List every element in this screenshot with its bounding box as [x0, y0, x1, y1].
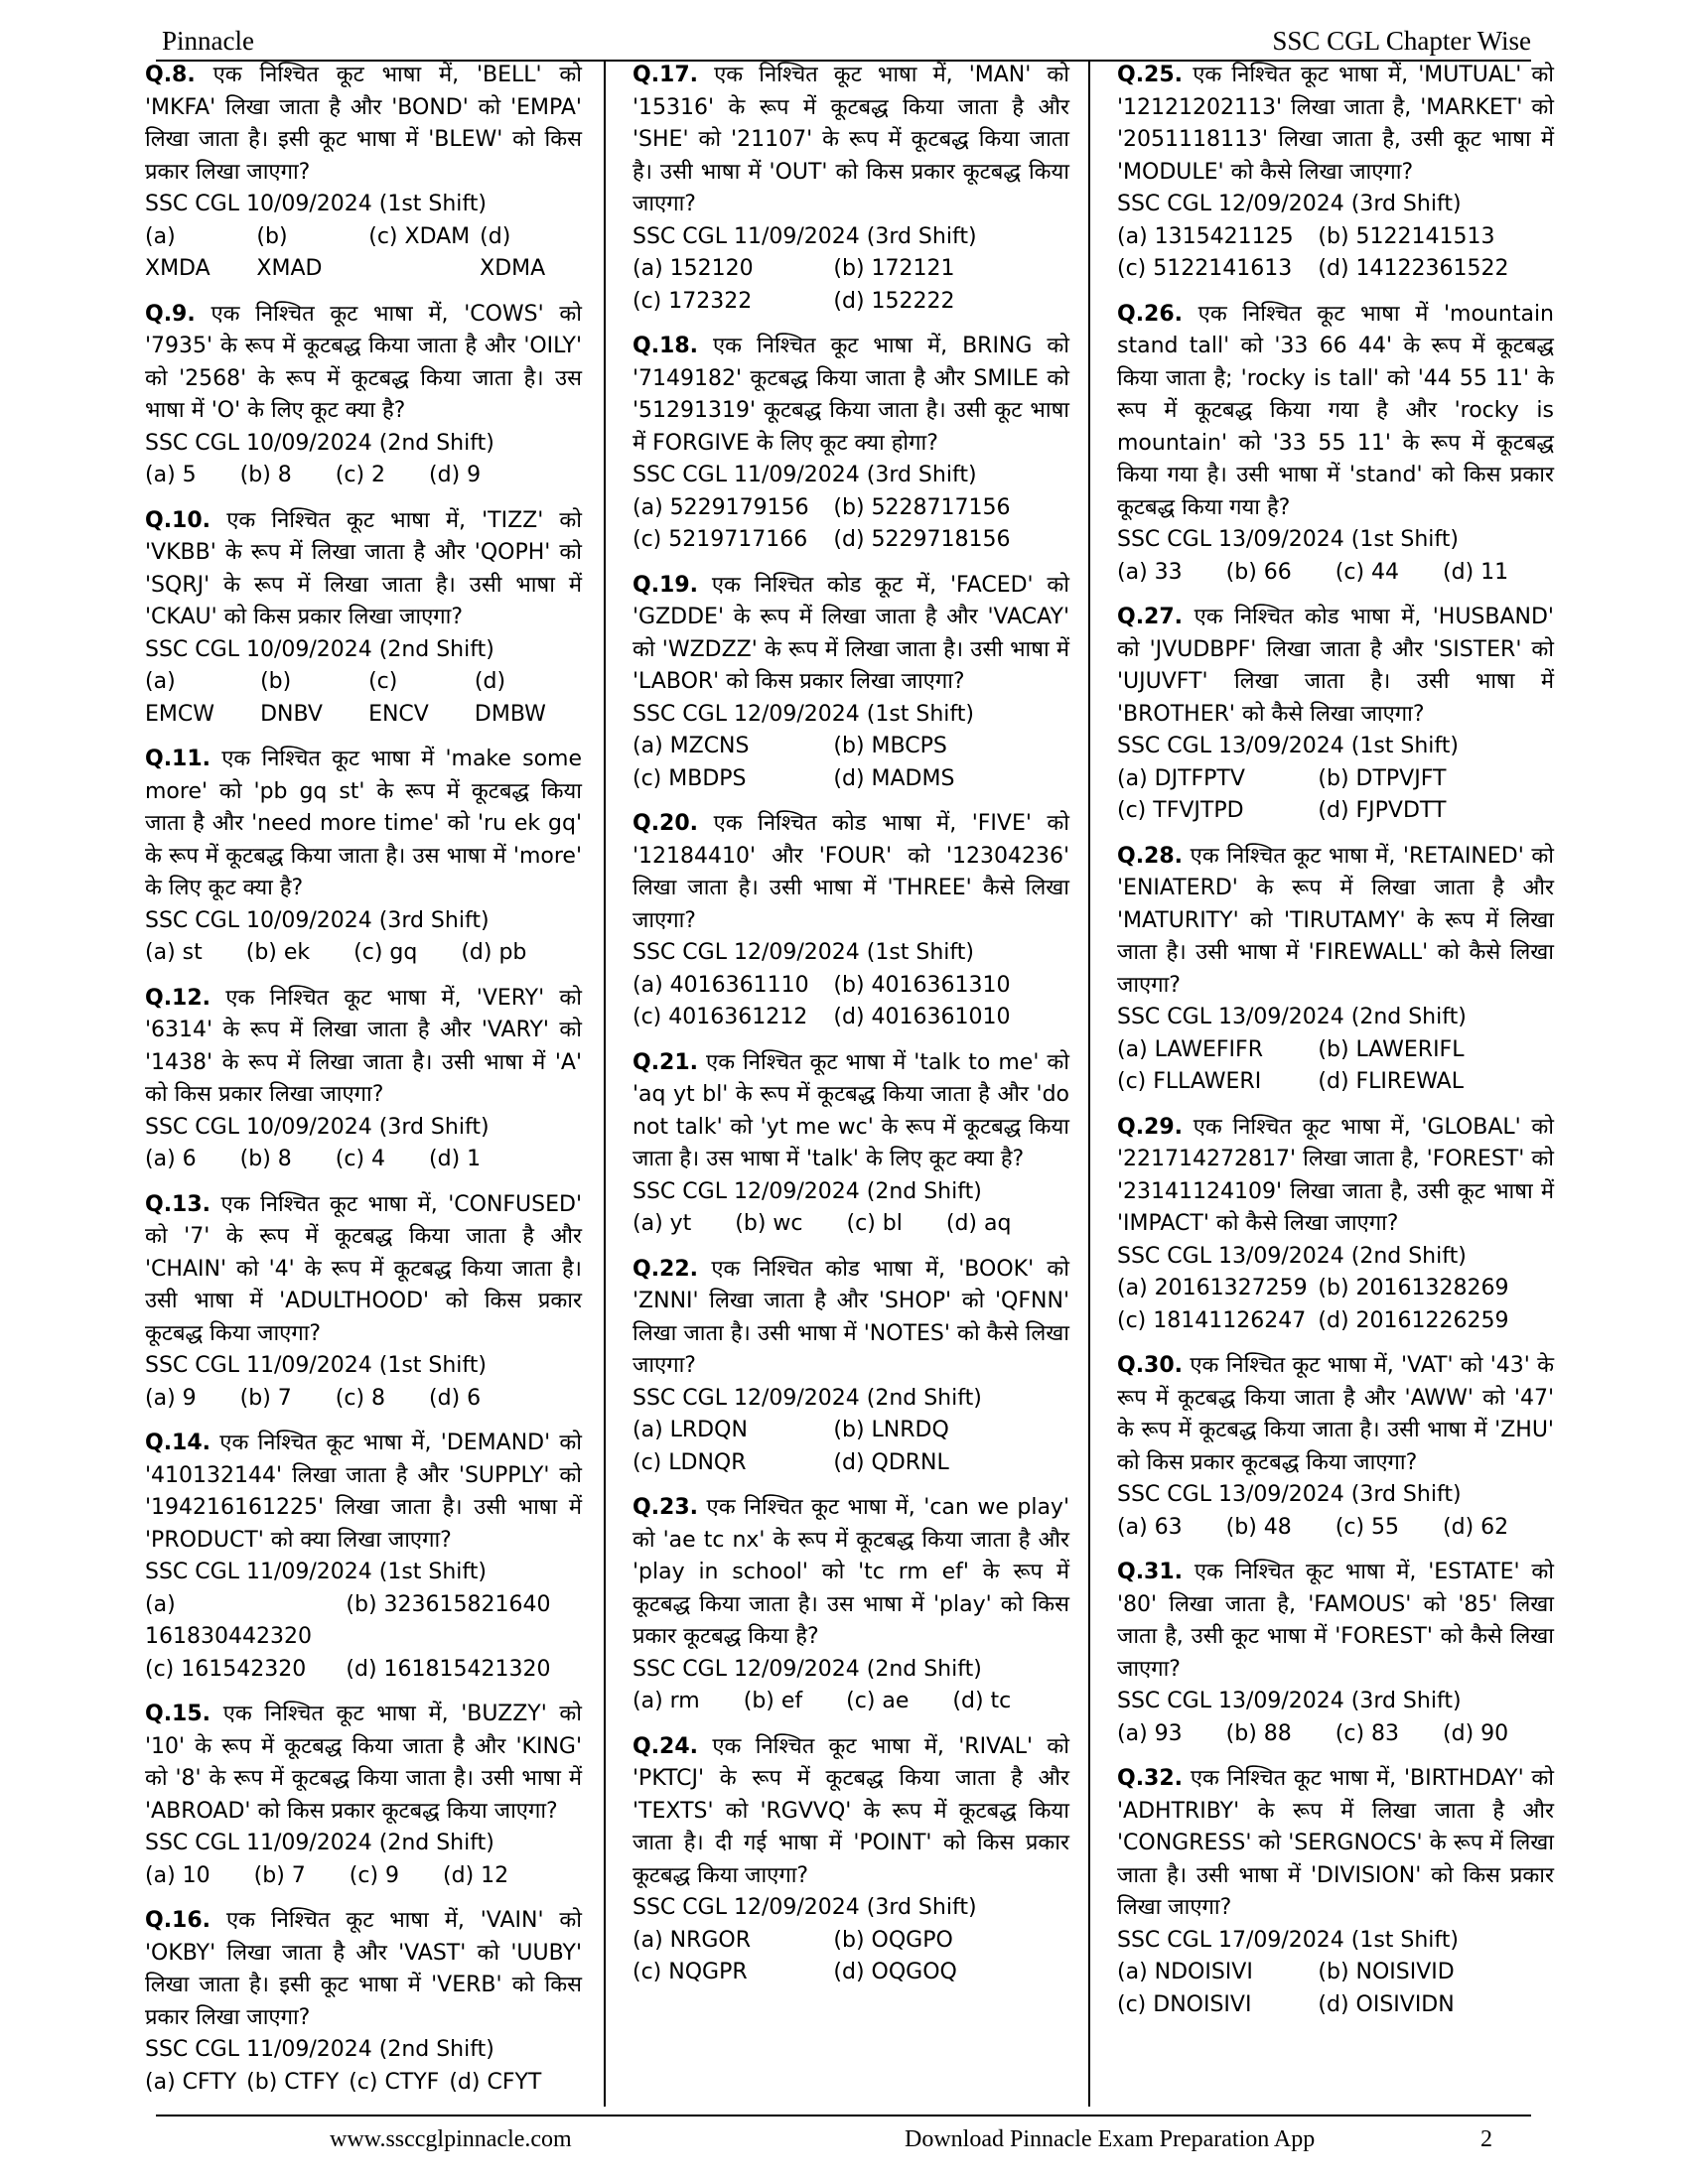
question-number: Q.19.: [633, 572, 699, 598]
question-text: [633, 1047, 1069, 1176]
question-block: [1117, 1350, 1554, 1544]
answer-option[interactable]: (d) QDRNL: [833, 1449, 949, 1475]
answer-option[interactable]: (c) 8: [335, 1385, 386, 1411]
question-number: Q.22.: [633, 1256, 699, 1282]
question-body: एक निश्चित कूट भाषा में, 'COWS' को '7935' के रूप में कूटबद्ध किया जाता है और 'OILY' को '2568' के रूप में कूटबद्ध किया जाता है। उस भाषा में 'O' के लिए कूट क्या है?: [145, 301, 582, 423]
question-text: [633, 1731, 1069, 1893]
footer-url[interactable]: www.ssccglpinnacle.com: [330, 2126, 572, 2152]
answer-option[interactable]: (c) 44: [1335, 559, 1400, 585]
answer-option[interactable]: (b) 88: [1225, 1720, 1292, 1746]
answer-option[interactable]: (b) DTPVJFT: [1318, 765, 1447, 791]
answer-option[interactable]: (d) 4016361010: [833, 1005, 1011, 1029]
answer-option[interactable]: (b) LNRDQ: [833, 1418, 949, 1442]
answer-options: [633, 1415, 1069, 1479]
question-body: एक निश्चित कूट भाषा में, 'BELL' को 'MKFA' लिखा जाता है और 'BOND' को 'EMPA' लिखा जाता है। इसी कूट भाषा में 'BLEW' को किस प्रकार लिखा जाएगा?: [145, 63, 582, 185]
question-block: [633, 331, 1069, 557]
exam-source: SSC CGL 10/09/2024 (1st Shift): [145, 192, 487, 216]
answer-option[interactable]: (a) DJTFPTV: [1117, 765, 1245, 791]
answer-option[interactable]: (b) NOISIVID: [1318, 1960, 1455, 1984]
question-number: Q.20.: [633, 811, 699, 836]
question-body: एक निश्चित कूट भाषा में, 'MUTUAL' को '12121202113' लिखा जाता है, 'MARKET' को '2051118113' लिखा जाता है, उसी कूट भाषा में 'MODULE' को कैसे लिखा जाएगा?: [1117, 63, 1554, 185]
answer-option[interactable]: (b) ef: [743, 1689, 803, 1713]
answer-options: [1117, 1718, 1554, 1751]
question-body: एक निश्चित कूट भाषा में, BRING को '7149182' कूटबद्ध किया जाता है और SMILE को '51291319' कूटबद्ध किया जाता है। उसी कूट भाषा में FORGIVE के लिए कूट क्या होगा?: [633, 334, 1069, 456]
question-text: [1117, 1112, 1554, 1241]
question-body: एक निश्चित कूट भाषा में, 'VAT' को '43' के रूप में कूटबद्ध किया जाता है और 'AWW' को '47' के रूप में कूटबद्ध किया जाता है। उसी भाषा में 'ZHU' को किस प्रकार कूटबद्ध किया जाएगा?: [1117, 1353, 1554, 1475]
exam-source: SSC CGL 13/09/2024 (2nd Shift): [1117, 1243, 1467, 1269]
answer-options: [145, 1860, 582, 1893]
answer-option[interactable]: (d) 90: [1443, 1720, 1509, 1746]
question-body: एक निश्चित कूट भाषा में, 'BUZZY' को '10' के रूप में कूटबद्ध किया जाता है और 'KING' को '8' के रूप में कूटबद्ध किया जाता है। उसी भाषा में 'ABROAD' को किस प्रकार कूटबद्ध किया जाएगा?: [145, 1702, 583, 1824]
answer-option[interactable]: (b) 48: [1225, 1514, 1292, 1540]
answer-option[interactable]: (a) 152120: [633, 256, 754, 281]
page-number: 2: [1480, 2126, 1492, 2152]
answer-option[interactable]: (d) 62: [1443, 1514, 1509, 1540]
answer-options: [1117, 1957, 1554, 2021]
question-body: एक निश्चित कूट भाषा में, 'RIVAL' को 'PKTCJ' के रूप में कूटबद्ध किया जाता है और 'TEXTS' को 'RGVVQ' के रूप में कूटबद्ध किया जाता है। दी गई भाषा में 'POINT' को किस प्रकार कूटबद्ध किया जाएगा?: [633, 1733, 1069, 1888]
answer-option[interactable]: (a) 10: [145, 1862, 211, 1888]
exam-source: SSC CGL 11/09/2024 (2nd Shift): [145, 1831, 494, 1855]
exam-source: SSC CGL 12/09/2024 (3rd Shift): [1117, 192, 1462, 216]
question-body: एक निश्चित कूट भाषा में, 'TIZZ' को 'VKBB' के रूप में लिखा जाता है और 'QOPH' को 'SQRJ' के रूप में लिखा जाता है। उसी भाषा में 'CKAU' को किस प्रकार लिखा जाएगा?: [145, 507, 582, 629]
exam-source: SSC CGL 11/09/2024 (1st Shift): [145, 1560, 487, 1584]
question-body: एक निश्चित कोड भाषा में, 'BOOK' को 'ZNNI' लिखा जाता है और 'SHOP' को 'QFNN' लिखा जाता है। उसी भाषा में 'NOTES' को कैसे लिखा जाएगा?: [633, 1256, 1069, 1378]
answer-option[interactable]: (d) 20161226259: [1318, 1307, 1509, 1333]
exam-source: SSC CGL 13/09/2024 (2nd Shift): [1117, 1005, 1467, 1029]
question-body: एक निश्चित कूट भाषा में 'mountain stand tall' को '33 66 44' के रूप में कूटबद्ध किया जाता है; 'rocky is tall' को '44 55 11' के रूप में कूटबद्ध किया गया है और 'rocky is mountain' को '33 55 11' के रूप में कूटबद्ध किया गया है। उसी भाषा में 'stand' को किस प्रकार कूटबद्ध किया गया है?: [1117, 301, 1554, 520]
question-body: एक निश्चित कूट भाषा में, 'CONFUSED' को '7' के रूप में कूटबद्ध किया जाता है और 'CHAIN' को '4' के रूप में कूटबद्ध किया जाता है। उसी भाषा में 'ADULTHOOD' को किस प्रकार कूटबद्ध किया जाएगा?: [145, 1191, 583, 1346]
answer-options: [633, 970, 1069, 1034]
answer-option[interactable]: (a) 93: [1117, 1720, 1183, 1746]
question-number: Q.10.: [145, 507, 211, 533]
answer-option[interactable]: (b) 5228717156: [833, 494, 1011, 520]
question-text: [145, 983, 582, 1112]
answer-option[interactable]: (a) XMDA: [145, 223, 211, 281]
answer-option[interactable]: (b) 20161328269: [1318, 1276, 1509, 1300]
answer-option[interactable]: (b) CTFY: [246, 2069, 340, 2095]
column-1: [145, 60, 582, 2112]
answer-option[interactable]: (b) DNBV: [260, 669, 323, 727]
question-number: Q.8.: [145, 63, 196, 87]
question-number: Q.15.: [145, 1702, 211, 1726]
question-body: एक निश्चित कूट भाषा में, 'VAIN' को 'OKBY' लिखा जाता है और 'VAST' को 'UUBY' लिखा जाता है। इसी कूट भाषा में 'VERB' को किस प्रकार लिखा जाएगा?: [145, 1908, 582, 2030]
answer-option[interactable]: (c) 83: [1335, 1720, 1400, 1746]
question-number: Q.14.: [145, 1431, 211, 1455]
answer-options: [1117, 1034, 1554, 1099]
answer-option[interactable]: (b) 172121: [833, 256, 955, 281]
answer-option[interactable]: (c) bl: [846, 1211, 903, 1236]
question-number: Q.23.: [633, 1495, 699, 1520]
answer-option[interactable]: (c) DNOISIVI: [1117, 1991, 1252, 2017]
answer-option[interactable]: (c) 5219717166: [633, 527, 808, 552]
exam-source: SSC CGL 17/09/2024 (1st Shift): [1117, 1927, 1459, 1953]
exam-source: SSC CGL 11/09/2024 (3rd Shift): [633, 223, 977, 249]
question-number: Q.27.: [1117, 605, 1184, 629]
answer-option[interactable]: (a) MZCNS: [633, 734, 750, 758]
answer-options: [145, 1589, 582, 1687]
answer-option[interactable]: (c) gq: [353, 940, 418, 965]
answer-option[interactable]: (a) 1315421125: [1117, 223, 1294, 249]
page-header: [156, 22, 1531, 60]
question-body: एक निश्चित कोड भाषा में, 'FIVE' को '12184410' और 'FOUR' को '12304236' लिखा जाता है। उसी भाषा में 'THREE' कैसे लिखा जाएगा?: [633, 811, 1069, 933]
question-block: [1117, 602, 1554, 828]
answer-option[interactable]: (a) 161830442320: [145, 1591, 312, 1649]
answer-option[interactable]: (b) 8: [239, 463, 292, 487]
question-body: एक निश्चित कूट भाषा में, 'VERY' को '6314' के रूप में लिखा जाता है और 'VARY' को '1438' के रूप में लिखा जाता है। उसी भाषा में 'A' को किस प्रकार लिखा जाएगा?: [145, 985, 582, 1107]
answer-option[interactable]: (c) XDAM: [368, 223, 471, 249]
question-block: [633, 60, 1069, 318]
answer-option[interactable]: (d) OISIVIDN: [1318, 1991, 1455, 2017]
answer-option[interactable]: (a) EMCW: [145, 669, 214, 727]
answer-option[interactable]: (c) 9: [349, 1862, 400, 1888]
question-number: Q.31.: [1117, 1560, 1184, 1584]
question-text: [633, 1254, 1069, 1383]
question-body: एक निश्चित कूट भाषा में, 'DEMAND' को '410132144' लिखा जाता है और 'SUPPLY' को '194216161225' लिखा जाता है। उसी भाषा में 'PRODUCT' को क्या लिखा जाएगा?: [145, 1431, 582, 1553]
answer-option[interactable]: (c) NQGPR: [633, 1960, 748, 1984]
answer-option[interactable]: (a) LRDQN: [633, 1418, 748, 1442]
question-body: एक निश्चित कोड भाषा में, 'HUSBAND' को 'JVUDBPF' लिखा जाता है और 'SISTER' को 'UJUVFT' लिखा जाता है। उसी भाषा में 'BROTHER' को कैसे लिखा जाएगा?: [1117, 605, 1554, 727]
question-block: [633, 1492, 1069, 1718]
question-block: [1117, 299, 1554, 590]
exam-source: SSC CGL 10/09/2024 (2nd Shift): [145, 430, 494, 456]
question-text: [633, 1492, 1069, 1654]
question-body: एक निश्चित कूट भाषा में, 'RETAINED' को 'ENIATERD' के रूप में लिखा जाता है और 'MATURITY' को 'TIRUTAMY' के रूप में लिखा जाता है। उसी भाषा में 'FIREWALL' को कैसे लिखा जाएगा?: [1117, 843, 1554, 998]
answer-option[interactable]: (a) LAWEFIFR: [1117, 1036, 1263, 1062]
exam-source: SSC CGL 11/09/2024 (1st Shift): [145, 1353, 487, 1378]
answer-option[interactable]: (b) XMAD: [256, 223, 323, 281]
question-number: Q.18.: [633, 334, 699, 358]
answer-option[interactable]: (b) 7: [239, 1385, 292, 1411]
question-text: [1117, 299, 1554, 525]
answer-option[interactable]: (d) OQGOQ: [833, 1960, 957, 1984]
answer-options: [633, 1686, 1069, 1718]
question-block: [145, 505, 582, 732]
question-block: [1117, 1557, 1554, 1750]
question-number: Q.9.: [145, 301, 196, 327]
answer-option[interactable]: (d) tc: [952, 1689, 1012, 1713]
question-number: Q.21.: [633, 1049, 699, 1075]
question-number: Q.32.: [1117, 1766, 1184, 1791]
answer-option[interactable]: (d) FJPVDTT: [1318, 798, 1447, 823]
answer-option[interactable]: (b) OQGPO: [833, 1927, 953, 1953]
answer-option[interactable]: (c) 55: [1335, 1514, 1400, 1540]
answer-option[interactable]: (c) MBDPS: [633, 765, 747, 791]
question-block: [633, 1731, 1069, 1989]
answer-option[interactable]: (a) 20161327259: [1117, 1276, 1308, 1300]
answer-option[interactable]: (b) 4016361310: [833, 972, 1011, 998]
exam-source: SSC CGL 10/09/2024 (2nd Shift): [145, 636, 494, 662]
column-divider-2: [1088, 62, 1090, 2107]
question-block: [145, 1428, 582, 1686]
answer-options: [633, 492, 1069, 557]
column-2: [633, 60, 1069, 2002]
question-block: [145, 1189, 582, 1416]
answer-options: [145, 221, 582, 286]
question-text: [145, 299, 582, 428]
answer-options: [633, 731, 1069, 795]
answer-option[interactable]: (b) ek: [245, 940, 311, 965]
question-number: Q.26.: [1117, 301, 1184, 327]
question-block: [145, 983, 582, 1176]
question-number: Q.16.: [145, 1908, 211, 1933]
question-number: Q.12.: [145, 985, 211, 1011]
answer-option[interactable]: (c) 4: [335, 1147, 386, 1171]
answer-option[interactable]: (a) CFTY: [145, 2069, 237, 2095]
footer-rule: [156, 2115, 1531, 2116]
answer-option[interactable]: (d) FLIREWAL: [1318, 1069, 1464, 1094]
answer-option[interactable]: (d) CFYT: [449, 2069, 542, 2095]
question-body: एक निश्चित कूट भाषा में 'make some more' को 'pb gq st' के रूप में कूटबद्ध किया जाता है और 'need more time' को 'ru ek gq' के रूप में कूटबद्ध किया जाता है। उस भाषा में 'more' के लिए कूट क्या है?: [145, 747, 582, 900]
answer-option[interactable]: (a) NRGOR: [633, 1927, 752, 1953]
answer-option[interactable]: (b) 8: [239, 1147, 292, 1171]
question-text: [145, 1699, 582, 1828]
question-number: Q.11.: [145, 747, 211, 771]
answer-option[interactable]: (c) TFVJTPD: [1117, 798, 1244, 823]
answer-option[interactable]: (a) 5229179156: [633, 494, 809, 520]
question-text: [633, 570, 1069, 699]
answer-option[interactable]: (d) XDMA: [480, 223, 546, 281]
question-text: [1117, 841, 1554, 1003]
question-block: [1117, 1763, 1554, 2021]
answer-option[interactable]: (c) ENCV: [368, 669, 429, 727]
question-body: एक निश्चित कोड कूट में, 'FACED' को 'GZDDE' के रूप में लिखा जाता है और 'VACAY' को 'WZDZZ' के रूप में लिखा जाता है। उसी भाषा में 'LABOR' को किस प्रकार लिखा जाएगा?: [633, 572, 1069, 694]
question-text: [145, 1428, 582, 1557]
answer-options: [145, 1383, 582, 1416]
answer-option[interactable]: (a) 6: [145, 1147, 197, 1171]
answer-option[interactable]: (d) 152222: [833, 288, 955, 314]
question-block: [1117, 841, 1554, 1099]
answer-option[interactable]: (d) 12: [443, 1862, 509, 1888]
answer-option[interactable]: (a) st: [145, 940, 203, 965]
question-text: [633, 808, 1069, 937]
answer-option[interactable]: (c) 172322: [633, 288, 753, 314]
answer-option[interactable]: (a) rm: [633, 1689, 700, 1713]
answer-option[interactable]: (d) pb: [461, 940, 527, 965]
answer-option[interactable]: (c) 4016361212: [633, 1005, 808, 1029]
answer-option[interactable]: (d) 1: [429, 1147, 482, 1171]
answer-options: [633, 253, 1069, 318]
header-title: SSC CGL Chapter Wise: [1272, 26, 1531, 56]
answer-option[interactable]: (a) NDOISIVI: [1117, 1960, 1253, 1984]
answer-option[interactable]: (b) 66: [1225, 559, 1292, 585]
answer-option[interactable]: (a) yt: [633, 1211, 692, 1236]
question-text: [145, 744, 582, 905]
answer-option[interactable]: (d) 6: [429, 1385, 482, 1411]
exam-source: SSC CGL 12/09/2024 (3rd Shift): [633, 1895, 977, 1920]
question-body: एक निश्चित कूट भाषा में, 'can we play' को 'ae tc nx' के रूप में कूटबद्ध किया जाता है और 'play in school' को 'tc rm ef' के रूप में कूटबद्ध किया जाता है। उस भाषा में 'play' को किस प्रकार कूटबद्ध किया है?: [633, 1495, 1069, 1649]
answer-options: [633, 1925, 1069, 1989]
exam-source: SSC CGL 13/09/2024 (3rd Shift): [1117, 1482, 1462, 1507]
answer-option[interactable]: (c) CTYF: [349, 2069, 440, 2095]
answer-option[interactable]: (c) LDNQR: [633, 1449, 747, 1475]
header-brand: Pinnacle: [162, 26, 254, 56]
question-number: Q.17.: [633, 63, 699, 87]
question-text: [1117, 1763, 1554, 1925]
answer-options: [1117, 763, 1554, 828]
exam-source: SSC CGL 10/09/2024 (3rd Shift): [145, 907, 490, 933]
question-number: Q.25.: [1117, 63, 1184, 87]
question-number: Q.28.: [1117, 843, 1184, 869]
answer-options: [1117, 557, 1554, 590]
exam-source: SSC CGL 12/09/2024 (1st Shift): [633, 940, 974, 965]
answer-option[interactable]: (b) MBCPS: [833, 734, 947, 758]
answer-option[interactable]: (a) 63: [1117, 1514, 1183, 1540]
question-text: [633, 60, 1069, 221]
question-text: [145, 505, 582, 634]
answer-option[interactable]: (d) 161815421320: [346, 1656, 551, 1682]
answer-option[interactable]: (d) aq: [945, 1211, 1012, 1236]
exam-source: SSC CGL 11/09/2024 (2nd Shift): [145, 2037, 494, 2062]
question-text: [1117, 1350, 1554, 1479]
answer-option[interactable]: (b) LAWERIFL: [1318, 1036, 1465, 1062]
answer-option[interactable]: (b) 5122141513: [1318, 223, 1495, 249]
answer-options: [633, 1208, 1069, 1241]
answer-option[interactable]: (d) 5229718156: [833, 527, 1011, 552]
question-block: [633, 1254, 1069, 1480]
exam-source: SSC CGL 13/09/2024 (1st Shift): [1117, 527, 1459, 552]
question-body: एक निश्चित कूट भाषा में, 'GLOBAL' को '221714272817' लिखा जाता है, 'FOREST' को '23141124109' लिखा जाता है, उसी कूट भाषा में 'IMPACT' को कैसे लिखा जाएगा?: [1117, 1114, 1554, 1236]
answer-option[interactable]: (a) 33: [1117, 559, 1183, 585]
answer-option[interactable]: (d) 11: [1443, 559, 1509, 585]
answer-options: [145, 1144, 582, 1176]
question-number: Q.24.: [633, 1733, 699, 1759]
answer-option[interactable]: (c) 2: [335, 463, 386, 487]
question-body: एक निश्चित कूट भाषा में, 'MAN' को '15316' के रूप में कूटबद्ध किया जाता है और 'SHE' को '21107' के रूप में कूटबद्ध किया जाता है। उसी भाषा में 'OUT' को किस प्रकार कूटबद्ध किया जाएगा?: [633, 63, 1069, 216]
answer-options: [145, 666, 582, 731]
footer-app-link[interactable]: Download Pinnacle Exam Preparation App: [905, 2126, 1316, 2152]
column-divider-1: [604, 62, 606, 2107]
exam-source: SSC CGL 10/09/2024 (3rd Shift): [145, 1114, 490, 1140]
exam-source: SSC CGL 13/09/2024 (3rd Shift): [1117, 1689, 1462, 1713]
question-block: [1117, 60, 1554, 286]
answer-options: [1117, 1512, 1554, 1545]
exam-source: SSC CGL 11/09/2024 (3rd Shift): [633, 463, 977, 487]
page-footer: [156, 2122, 1531, 2162]
answer-option[interactable]: (c) 18141126247: [1117, 1307, 1307, 1333]
answer-options: [145, 937, 582, 970]
answer-option[interactable]: (d) 9: [429, 463, 482, 487]
question-text: [145, 1189, 582, 1351]
answer-option[interactable]: (c) FLLAWERI: [1117, 1069, 1262, 1094]
question-text: [1117, 602, 1554, 731]
question-body: एक निश्चित कूट भाषा में, 'BIRTHDAY' को 'ADHTRIBY' के रूप में लिखा जाता है और 'CONGRESS' को 'SERGNOCS' के रूप में लिखा जाता है। उसी भाषा में 'DIVISION' को किस प्रकार लिखा जाएगा?: [1117, 1766, 1554, 1920]
column-3: [1117, 60, 1554, 2034]
answer-option[interactable]: (a) 4016361110: [633, 972, 809, 998]
answer-options: [1117, 1273, 1554, 1337]
question-text: [633, 331, 1069, 460]
answer-option[interactable]: (a) 5: [145, 463, 197, 487]
exam-source: SSC CGL 12/09/2024 (2nd Shift): [633, 1656, 982, 1682]
answer-options: [145, 2067, 582, 2100]
question-number: Q.30.: [1117, 1353, 1184, 1378]
question-text: [1117, 1557, 1554, 1686]
question-block: [145, 60, 582, 286]
answer-option[interactable]: (d) 14122361522: [1318, 256, 1509, 281]
question-text: [145, 1905, 582, 2034]
answer-option[interactable]: (b) 323615821640: [346, 1591, 551, 1617]
question-block: [145, 744, 582, 970]
exam-source: SSC CGL 12/09/2024 (2nd Shift): [633, 1178, 982, 1204]
answer-option[interactable]: (c) ae: [846, 1689, 910, 1713]
answer-options: [145, 460, 582, 492]
answer-option[interactable]: (a) 9: [145, 1385, 197, 1411]
question-block: [145, 1699, 582, 1892]
question-block: [145, 1905, 582, 2099]
answer-option[interactable]: (b) 7: [253, 1862, 306, 1888]
answer-option[interactable]: (c) 161542320: [145, 1656, 307, 1682]
question-block: [145, 299, 582, 492]
question-body: एक निश्चित कूट भाषा में, 'ESTATE' को '80' लिखा जाता है, 'FAMOUS' को '85' लिखा जाता है, उसी कूट भाषा में 'FOREST' को कैसे लिखा जाएगा?: [1117, 1560, 1554, 1682]
exam-source: SSC CGL 12/09/2024 (1st Shift): [633, 701, 974, 727]
answer-options: [1117, 221, 1554, 286]
answer-option[interactable]: (c) 5122141613: [1117, 256, 1293, 281]
question-block: [633, 1047, 1069, 1241]
question-text: [145, 60, 582, 189]
exam-source: SSC CGL 13/09/2024 (1st Shift): [1117, 734, 1459, 758]
answer-option[interactable]: (d) DMBW: [474, 669, 546, 727]
question-block: [633, 570, 1069, 796]
question-body: एक निश्चित कूट भाषा में 'talk to me' को 'aq yt bl' के रूप में कूटबद्ध किया जाता है और 'do not talk' को 'yt me wc' के रूप में कूटबद्ध किया जाता है। उस भाषा में 'talk' के लिए कूट क्या है?: [633, 1049, 1069, 1171]
question-block: [633, 808, 1069, 1034]
question-block: [1117, 1112, 1554, 1338]
answer-option[interactable]: (d) MADMS: [833, 765, 955, 791]
question-text: [1117, 60, 1554, 189]
question-number: Q.29.: [1117, 1114, 1184, 1140]
exam-source: SSC CGL 12/09/2024 (2nd Shift): [633, 1385, 982, 1411]
question-number: Q.13.: [145, 1191, 211, 1217]
answer-option[interactable]: (b) wc: [735, 1211, 803, 1236]
